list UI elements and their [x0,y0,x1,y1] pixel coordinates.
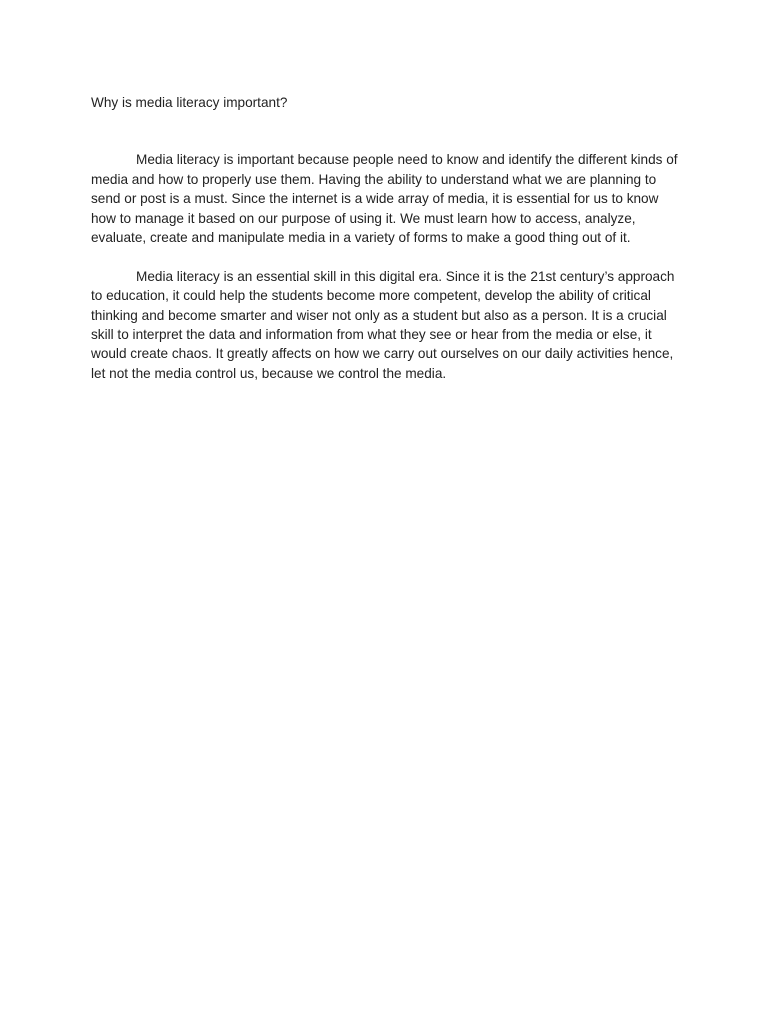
paragraph-1: Media literacy is important because people need to know and identify the different kinds of media and how to properly use them. Having the ability to understand what we are planning to send or post is a must. Since the internet is a wide array of media, it is essential for us to know how to manage it based on our purpose of using it. We must learn how to access, analyze, evaluate, create and manipulate media in a variety of forms to make a good thing out of it. [91,152,678,246]
document-body [91,93,681,403]
document-question: Why is media literacy important? [91,95,288,110]
paragraph-2: Media literacy is an essential skill in this digital era. Since it is the 21st century’s approach to education, it could help the students become more competent, develop the ability of critical thinking and become smarter and wiser not only as a student but also as a person. It is a crucial skill to interpret the data and information from what they see or hear from the media or else, it would create chaos. It greatly affects on how we carry out ourselves on our daily activities hence, let not the media control us, because we control the media. [91,268,675,381]
